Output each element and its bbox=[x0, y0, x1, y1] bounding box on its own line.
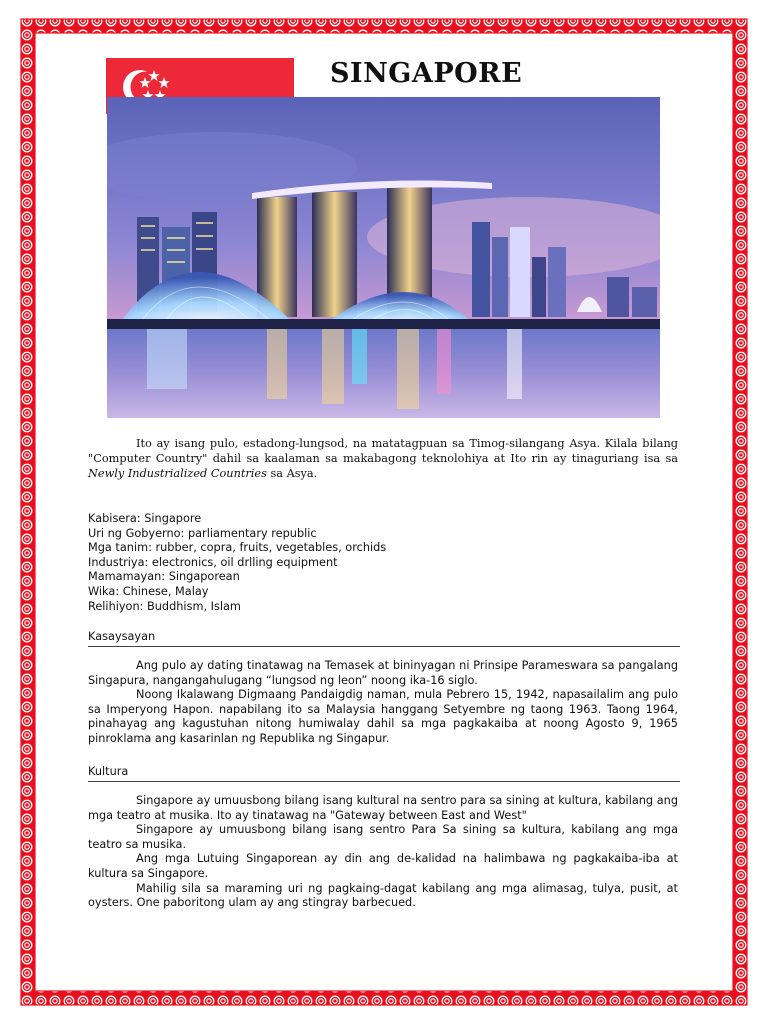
kasaysayan-paragraph-2: Noong Ikalawang Digmaang Pandaigdig naman, mula Pebrero 15, 1942, napasailalim ang pulo sa Imperyong Hapon. napabilang ito sa Malaysia hanggang Setyembre ng taong 1963. Taong 1964, pinahayag ang kagustuhan nitong humiwalay dahil sa mga pagkakaiba at noong Agosto 9, 1965 pinroklama ang kasarinlan ng Republika ng Singapur. bbox=[88, 688, 678, 745]
fact-relihiyon: Relihiyon: Buddhism, Islam bbox=[88, 599, 241, 613]
intro-paragraph bbox=[88, 436, 678, 481]
fact-kabisera: Kabisera: Singapore bbox=[88, 512, 202, 525]
fact-industriya: Industriya: electronics, oil drlling equipment bbox=[88, 555, 338, 569]
kasaysayan-heading: Kasaysayan bbox=[88, 630, 680, 647]
intro-text-part2: sa Asya. bbox=[266, 467, 318, 480]
kultura-heading: Kultura bbox=[88, 765, 680, 782]
kultura-paragraph-2: Singapore ay umuusbong bilang isang sentro Para Sa sining sa kultura, kabilang ang mga teatro sa musika. bbox=[88, 823, 678, 851]
fact-gobyerno: Uri ng Gobyerno: parliamentary republic bbox=[88, 526, 317, 540]
page-title: SINGAPORE bbox=[330, 58, 523, 89]
kultura-paragraph-3: Ang mga Lutuing Singaporean ay din ang de-kalidad na halimbawa ng pagkakaiba-iba at kultura sa Singapore. bbox=[88, 852, 678, 880]
kasaysayan-body bbox=[88, 659, 678, 747]
intro-italic-phrase: Newly Industrialized Countries bbox=[88, 467, 267, 480]
facts-list bbox=[88, 512, 678, 614]
marina-bay-skyline-photo bbox=[107, 97, 660, 418]
fact-mamamayan: Mamamayan: Singaporean bbox=[88, 570, 240, 584]
kultura-body bbox=[88, 794, 678, 911]
kultura-paragraph-1: Singapore ay umuusbong bilang isang kultural na sentro para sa sining at kultura, kabilang ang mga teatro at musika. Ito ay tinatawag na "Gateway between East and West" bbox=[88, 794, 678, 822]
kultura-paragraph-4: Mahilig sila sa maraming uri ng pagkaing-dagat kabilang ang mga alimasag, tulya, pusit, at oysters. One paboritong ulam ay ang stingray barbecued. bbox=[88, 881, 678, 910]
fact-tanim: Mga tanim: rubber, copra, fruits, vegetables, orchids bbox=[88, 541, 387, 555]
kasaysayan-paragraph-1: Ang pulo ay dating tinatawag na Temasek at bininyagan ni Prinsipe Parameswara sa pangalang Singapura, nangangahulugang “lungsod ng leon” noong ika-16 siglo. bbox=[88, 659, 678, 687]
fact-wika: Wika: Chinese, Malay bbox=[88, 584, 209, 598]
intro-text-part1: Ito ay isang pulo, estadong-lungsod, na matatagpuan sa Timog-silangang Asya. Kilala bilang "Computer Country" dahil sa kaalaman sa makabagong teknolohiya at Ito rin ay tinaguriang isa sa bbox=[88, 437, 678, 465]
